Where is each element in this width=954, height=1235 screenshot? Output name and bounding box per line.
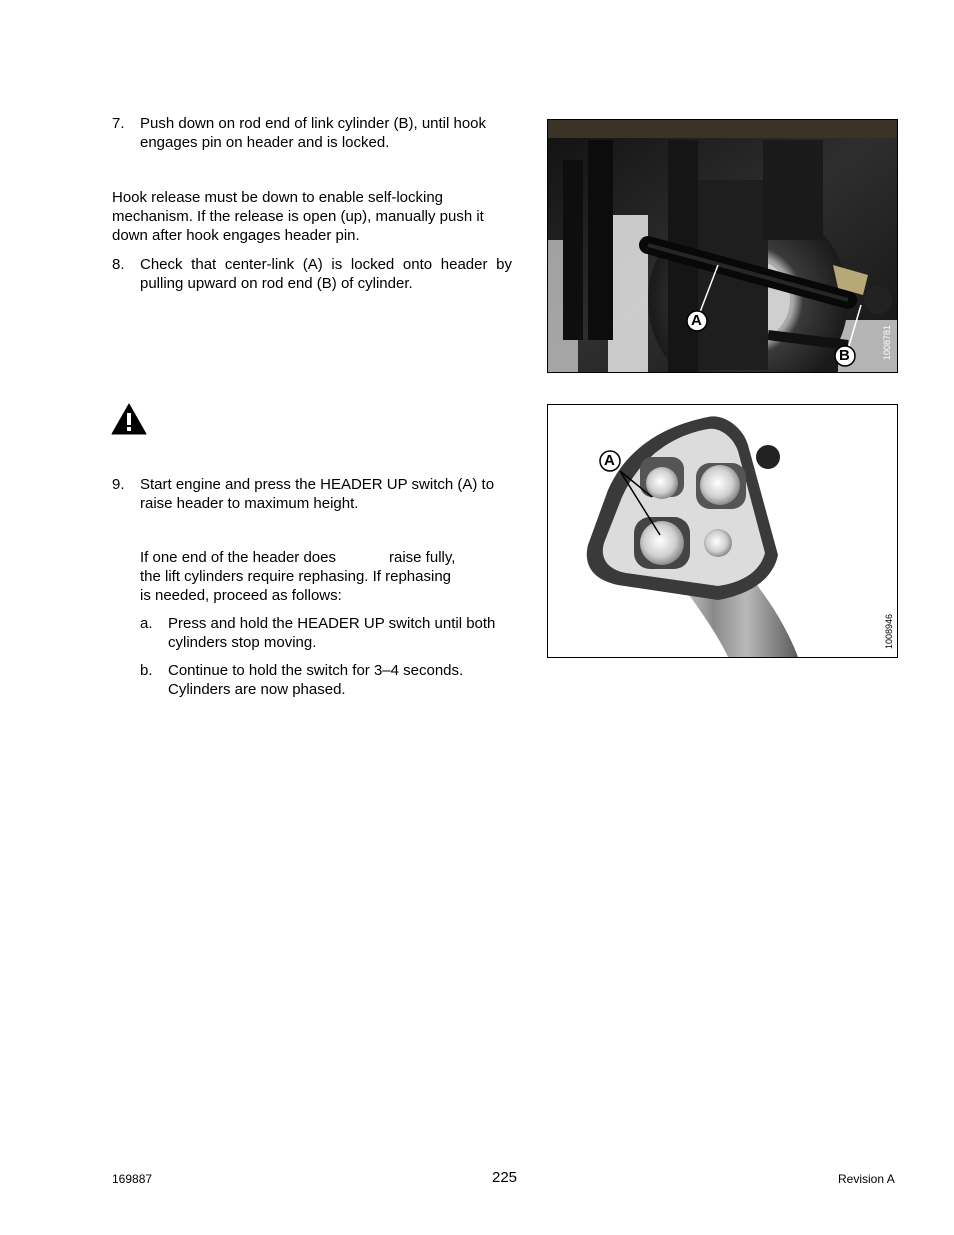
note-hook-release: Hook release must be down to enable self-locking mechanism. If the release is open (up), manually push it down after hook engages header pin. bbox=[112, 189, 484, 244]
revision-label: Revision A bbox=[838, 1172, 895, 1186]
joystick-illustration bbox=[547, 404, 898, 658]
substep-b-number: b. bbox=[140, 662, 153, 679]
substep-a-number: a. bbox=[140, 615, 153, 632]
step-9-text: Start engine and press the HEADER UP switch (A) to raise header to maximum height. bbox=[140, 476, 495, 512]
note-rephase-line3: is needed, proceed as follows: bbox=[140, 587, 342, 604]
note-rephase-line1a: If one end of the header does bbox=[140, 549, 336, 566]
substep-a-text: Press and hold the HEADER UP switch until both cylinders stop moving. bbox=[168, 615, 496, 651]
step-8-text: Check that center-link (A) is locked onto header by pulling upward on rod end (B) of cylinder. bbox=[140, 256, 512, 292]
callout-a-label: A bbox=[604, 452, 615, 469]
note-rephase-line2: the lift cylinders require rephasing. If rephasing bbox=[140, 568, 452, 585]
note-rephase-line1b: raise fully, bbox=[389, 549, 456, 566]
step-8-number: 8. bbox=[112, 256, 125, 273]
figure-2-id: 1008946 bbox=[884, 613, 894, 649]
callout-b-label: B bbox=[839, 347, 850, 364]
callout-a-label: A bbox=[691, 312, 702, 329]
step-7-number: 7. bbox=[112, 115, 125, 132]
step-7-text: Push down on rod end of link cylinder (B), until hook engages pin on header and is locked. bbox=[140, 115, 487, 151]
document-number: 169887 bbox=[112, 1172, 153, 1186]
page-number: 225 bbox=[492, 1169, 518, 1186]
warning-icon bbox=[111, 403, 147, 435]
figure-1-id: 1008781 bbox=[882, 324, 892, 360]
substep-b-text: Continue to hold the switch for 3–4 seconds. Cylinders are now phased. bbox=[168, 662, 464, 698]
center-link-photo bbox=[547, 119, 898, 373]
step-9-number: 9. bbox=[112, 476, 125, 493]
